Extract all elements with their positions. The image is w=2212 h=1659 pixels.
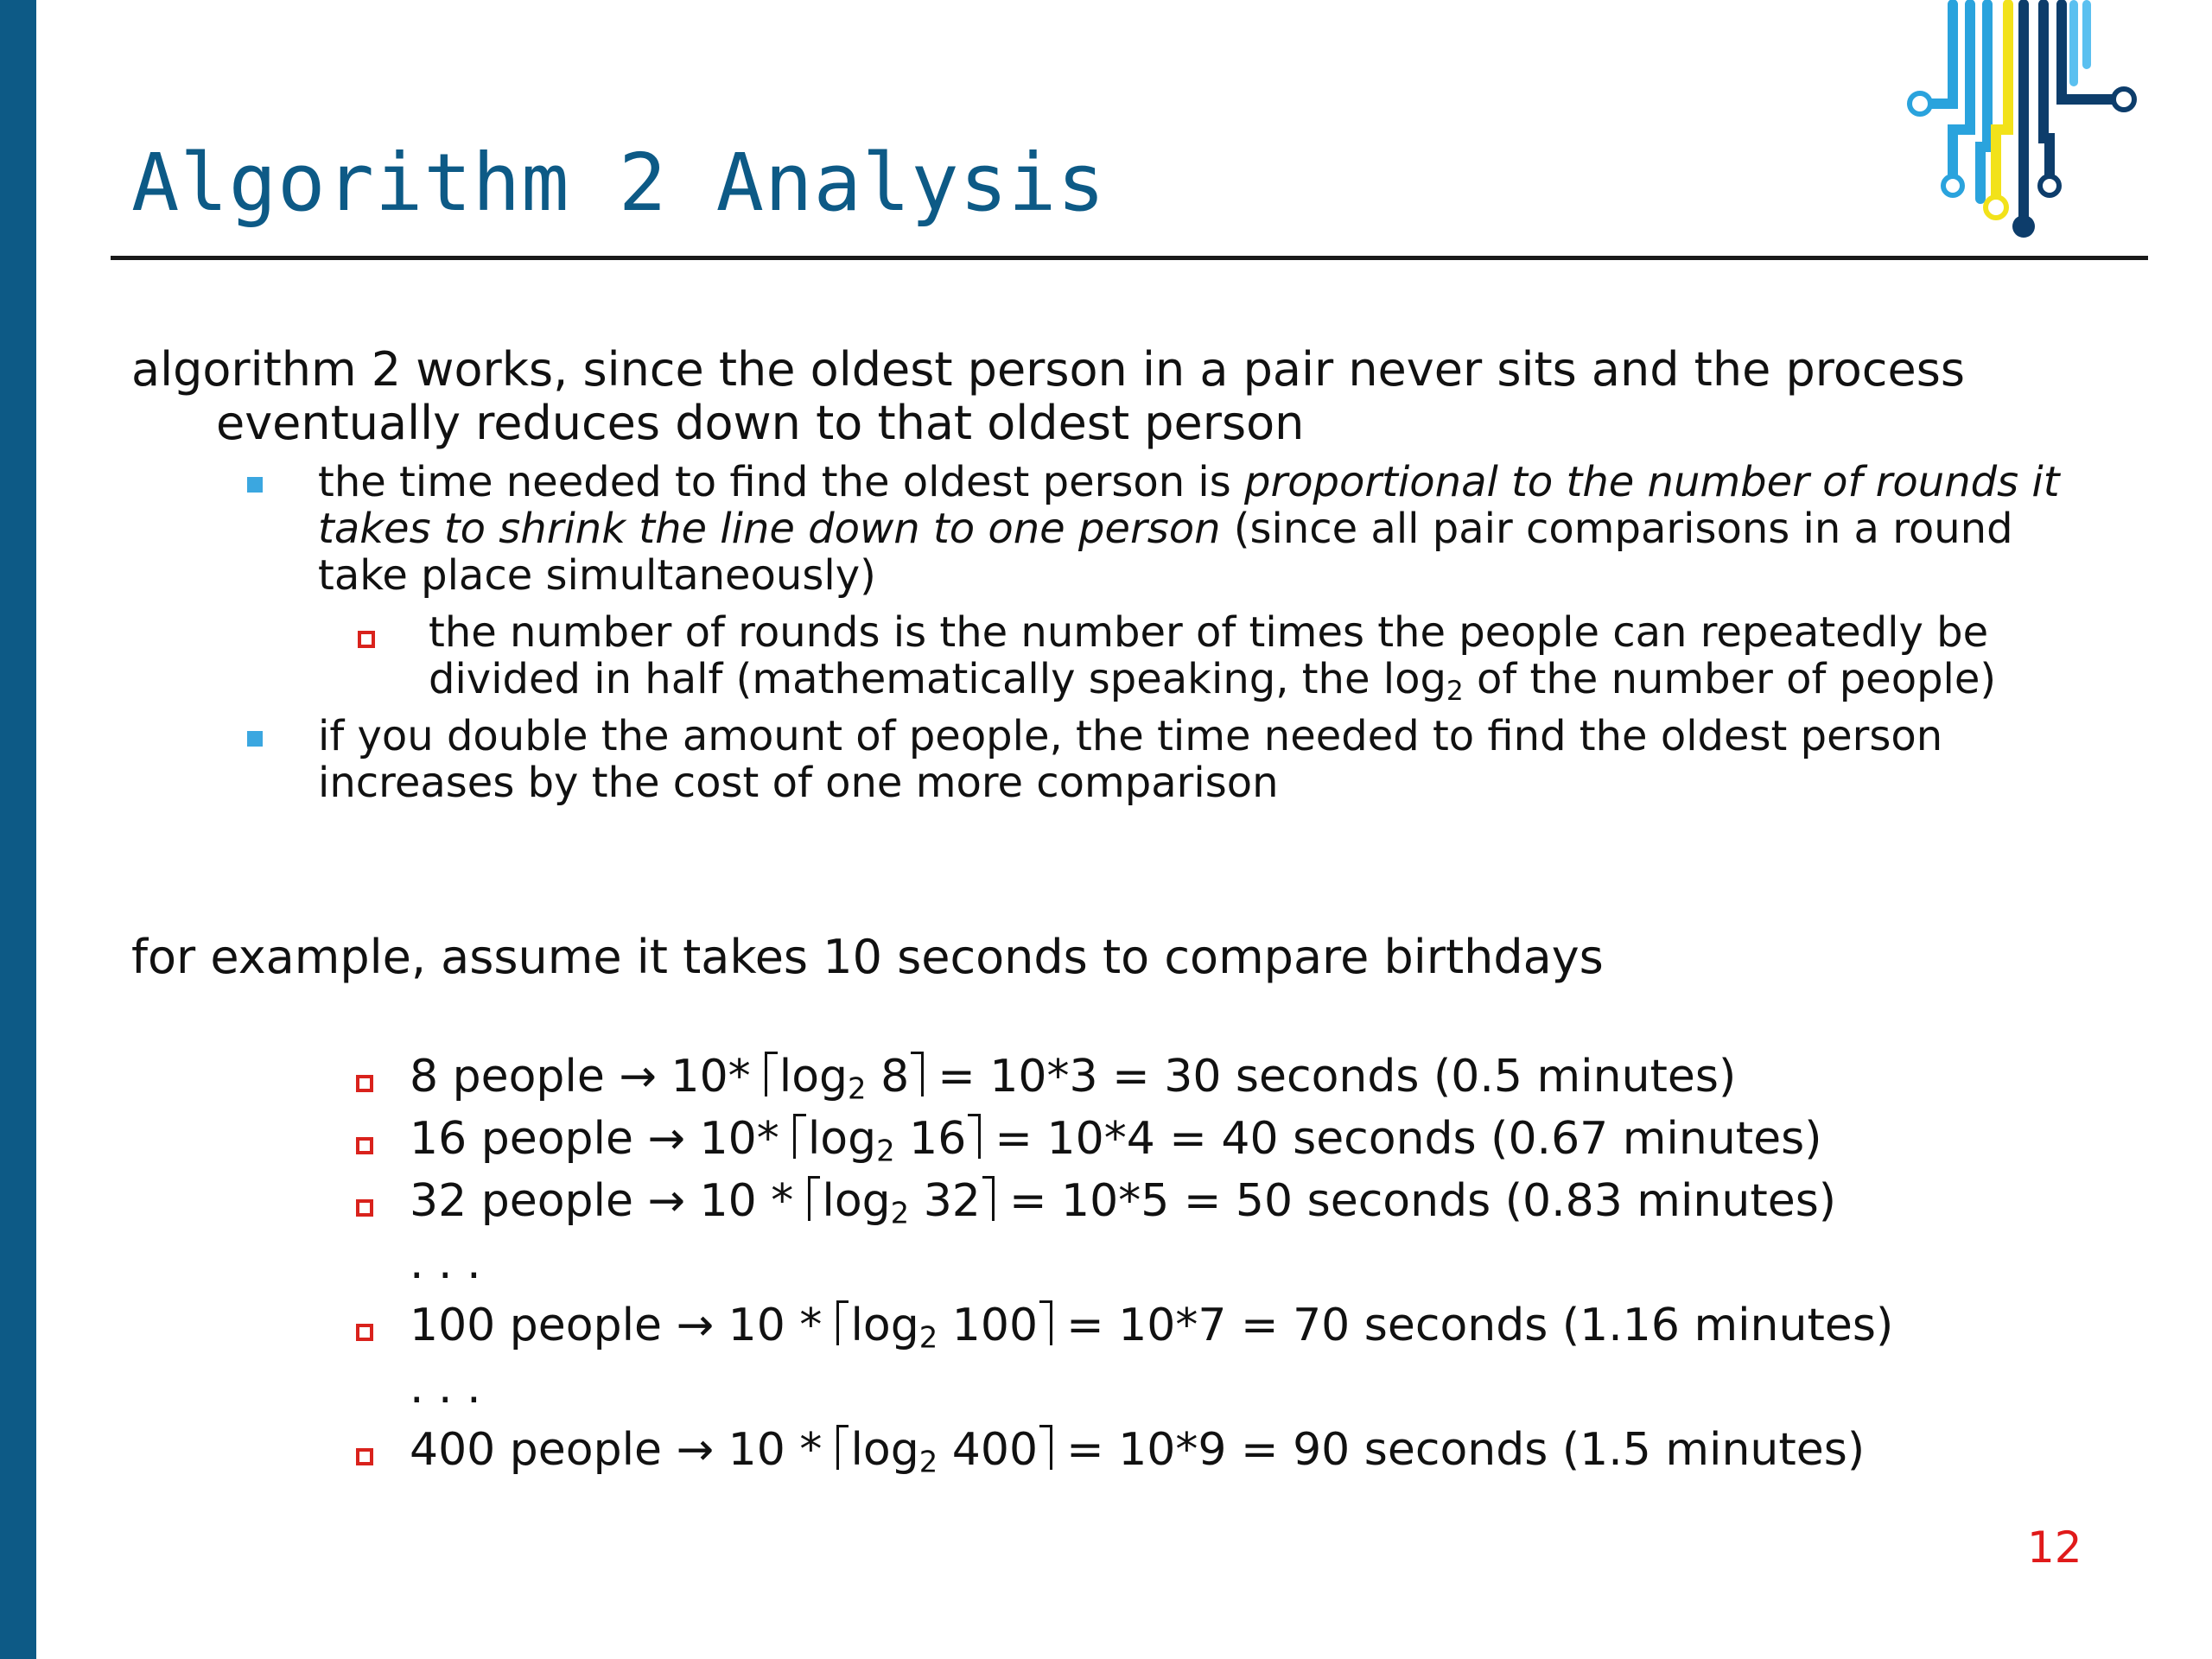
- example-line: [410, 1300, 1894, 1355]
- hollow-square-bullet-icon: [356, 1075, 373, 1092]
- paragraph-line: algorithm 2 works, since the oldest person in a pair never sits and the process: [131, 342, 1965, 397]
- sub-bullet-text: of the number of people): [1463, 655, 1997, 703]
- bullet-emphasis: proportional to the number of rounds it: [1243, 458, 2060, 506]
- example-line: [410, 1051, 1737, 1106]
- ceiling-right-bracket: [1039, 1425, 1052, 1470]
- slide-title: Algorithm 2 Analysis: [131, 137, 1106, 229]
- example-result: = 10*5 = 50 seconds (0.83 minutes): [995, 1175, 1837, 1227]
- bullet-line: if you double the amount of people, the time needed to find the oldest person: [318, 712, 1943, 760]
- ceiling-left-bracket: [808, 1176, 821, 1221]
- square-bullet-icon: [247, 731, 263, 747]
- example-result: = 10*7 = 70 seconds (1.16 minutes): [1052, 1300, 1894, 1351]
- hollow-square-bullet-icon: [356, 1324, 373, 1341]
- bullet-line: increases by the cost of one more comparison: [318, 759, 1279, 807]
- log-base: 2: [876, 1134, 895, 1168]
- log-argument: 400: [938, 1424, 1039, 1476]
- example-prefix: 32 people → 10 *: [410, 1175, 808, 1227]
- sub-bullet-line: the number of rounds is the number of times the people can repeatedly be: [429, 608, 1989, 657]
- sub-bullet-line: [429, 655, 1997, 707]
- square-bullet-icon: [247, 477, 263, 493]
- log-base: 2: [918, 1445, 938, 1479]
- ceiling-left-bracket: [765, 1052, 778, 1096]
- hollow-square-bullet-icon: [356, 1137, 373, 1154]
- bullet-line: [318, 458, 2060, 506]
- log-argument: 8: [866, 1051, 910, 1103]
- page-number: 12: [2027, 1522, 2082, 1573]
- example-prefix: 400 people → 10 *: [410, 1424, 836, 1476]
- log-base: 2: [848, 1071, 867, 1106]
- title-divider: [111, 256, 2148, 260]
- ceiling-left-bracket: [793, 1114, 806, 1159]
- bullet-text: (since all pair comparisons in a round: [1220, 505, 2013, 553]
- example-result: = 10*3 = 30 seconds (0.5 minutes): [923, 1051, 1737, 1103]
- example-result: = 10*9 = 90 seconds (1.5 minutes): [1052, 1424, 1866, 1476]
- log-base: 2: [1446, 675, 1464, 707]
- ceiling-right-bracket: [968, 1114, 981, 1159]
- sub-bullet-text: divided in half (mathematically speaking, the log: [429, 655, 1446, 703]
- ceiling-right-bracket: [1039, 1300, 1052, 1345]
- example-line: [410, 1175, 1837, 1230]
- log-base: 2: [918, 1320, 938, 1355]
- ceiling-left-bracket: [836, 1300, 849, 1345]
- circuit-logo-icon: [1901, 0, 2143, 251]
- log-argument: 32: [909, 1175, 981, 1227]
- bullet-emphasis: takes to shrink the line down to one person: [318, 505, 1221, 553]
- ellipsis: . . .: [410, 1237, 481, 1289]
- example-prefix: 8 people → 10*: [410, 1051, 766, 1103]
- log-argument: 16: [894, 1113, 967, 1165]
- bullet-line: take place simultaneously): [318, 551, 876, 600]
- log-text: log: [850, 1300, 919, 1351]
- hollow-square-bullet-icon: [356, 1448, 373, 1465]
- example-result: = 10*4 = 40 seconds (0.67 minutes): [980, 1113, 1822, 1165]
- example-line: [410, 1424, 1866, 1479]
- ceiling-right-bracket: [911, 1052, 924, 1096]
- ellipsis: . . .: [410, 1362, 481, 1414]
- paragraph-line: eventually reduces down to that oldest person: [216, 396, 1305, 450]
- bullet-text: the time needed to find the oldest person is: [318, 458, 1244, 506]
- ceiling-right-bracket: [982, 1176, 995, 1221]
- example-line: [410, 1113, 1822, 1168]
- hollow-square-bullet-icon: [358, 631, 375, 648]
- ceiling-left-bracket: [836, 1425, 849, 1470]
- left-accent-bar: [0, 0, 36, 1659]
- log-text: log: [822, 1175, 891, 1227]
- log-text: log: [807, 1113, 877, 1165]
- example-prefix: 16 people → 10*: [410, 1113, 794, 1165]
- hollow-square-bullet-icon: [356, 1199, 373, 1217]
- log-base: 2: [890, 1196, 910, 1230]
- example-prefix: 100 people → 10 *: [410, 1300, 836, 1351]
- bullet-line: [318, 505, 2013, 553]
- log-argument: 100: [938, 1300, 1039, 1351]
- log-text: log: [779, 1051, 849, 1103]
- log-text: log: [850, 1424, 919, 1476]
- example-intro: for example, assume it takes 10 seconds to compare birthdays: [131, 930, 1604, 984]
